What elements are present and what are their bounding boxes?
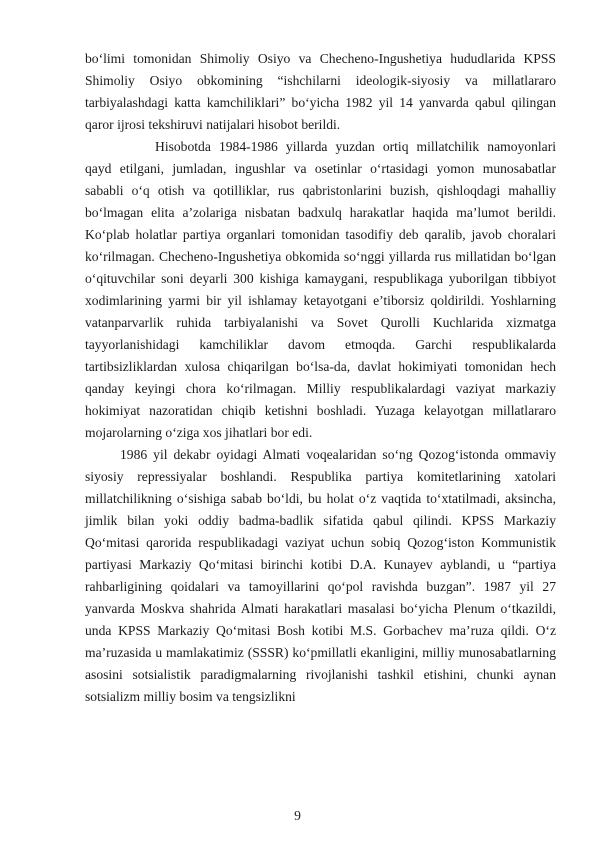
page-number: 9 <box>294 808 301 823</box>
paragraph-continuation: bo‘limi tomonidan Shimoliy Osiyo va Checheno-Ingushetiya hududlarida KPSS Shimoliy Osiyo obkomining “ishchilarni ideologik-siyosiy va millatlararo tarbiyalashdagi katta kamchiliklari” bo‘yicha 1982 yil 14 yanvarda qabul qilingan qaror ijrosi tekshiruvi natijalari hisobot berildi. <box>85 51 556 132</box>
paragraph-almaty-events: 1986 yil dekabr oyidagi Almati voqealaridan so‘ng Qozog‘istonda ommaviy siyosiy repressiyalar boshlandi. Respublika partiya komitetlarining xatolari millatchilikning o‘sishiga sabab bo‘ldi, bu holat o‘z vaqtida to‘xtatilmadi, aksincha, jimlik bilan yoki oddiy badma-badlik sifatida qabul qilindi. KPSS Markaziy Qo‘mitasi qarorida respublikadagi vaziyat uchun sobiq Qozog‘iston Kommunistik partiyasi Markaziy Qo‘mitasi birinchi kotibi D.A. Kunayev ayblandi, u “partiya rahbarligining qoidalari va tamoyillarini qo‘pol ravishda buzgan”. 1987 yil 27 yanvarda Moskva shahrida Almati harakatlari masalasi bo‘yicha Plenum o‘tkazildi, unda KPSS Markaziy Qo‘mitasi Bosh kotibi M.S. Gorbachev ma’ruza qildi. O‘z ma’ruzasida u mamlakatimiz (SSSR) ko‘pmillatli ekanligini, milliy munosabatlarning asosini sotsialistik paradigmalarning rivojlanishi tashkil etishini, chunki aynan sotsializm milliy bosim va tengsizlikni <box>85 447 556 704</box>
body-text <box>85 48 556 708</box>
paragraph-report: Hisobotda 1984-1986 yillarda yuzdan ortiq millatchilik namoyonlari qayd etilgani, jumladan, ingushlar va osetinlar o‘rtasidagi yomon munosabatlar sababli o‘q otish va qotilliklar, rus qabristonlarini buzish, qishloqdagi mahalliy bo‘lmagan elita a’zolariga nisbatan badxulq harakatlar haqida ma’lumot berildi. Ko‘plab holatlar partiya organlari tomonidan tasodifiy deb qaralib, javob choralari ko‘rilmagan. Checheno-Ingushetiya obkomida so‘nggi yillarda rus millatidan bo‘lgan o‘qituvchilar soni deyarli 300 kishiga kamaygani, respublikaga yuborilgan tibbiyot xodimlarining yarmi bir yil ishlamay ketayotgani e’tiborsiz qoldirildi. Yoshlarning vatanparvarlik ruhida tarbiyalanishi va Sovet Qurolli Kuchlarida xizmatga tayyorlanishidagi kamchiliklar davom etmoqda. Garchi respublikalarda tartibsizliklardan xulosa chiqarilgan bo‘lsa-da, davlat hokimiyati tomonidan hech qanday keyingi chora ko‘rilmagan. Milliy respublikalardagi vaziyat markaziy hokimiyat nazoratidan chiqib ketishni boshladi. Yuzaga kelayotgan millatlararo mojarolarning o‘ziga xos jihatlari bor edi. <box>85 139 556 440</box>
